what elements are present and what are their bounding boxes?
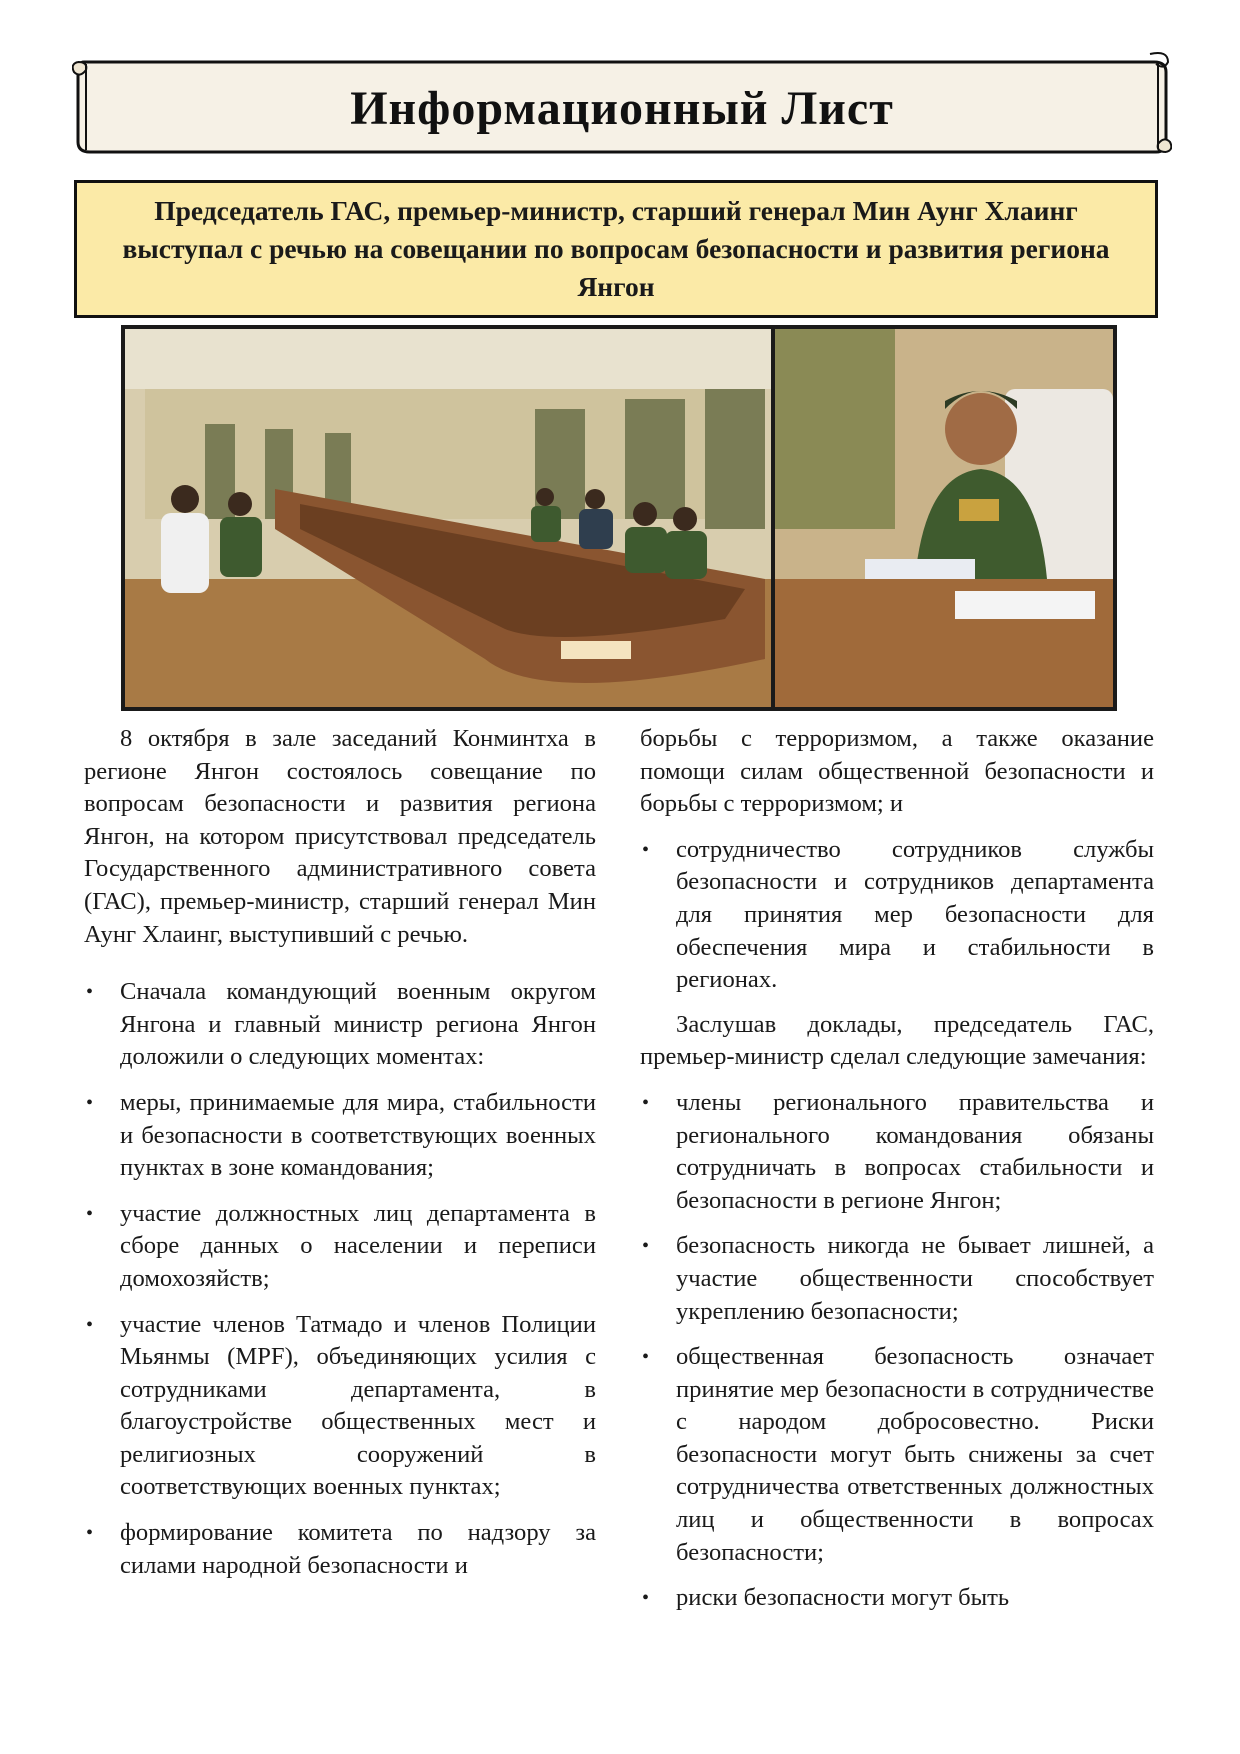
remarks-list <box>640 1087 1154 1615</box>
list-item: • общественная безопасность означает принятие мер безопасности в сотрудничестве с народом добросовестно. Риски безопасности могут быть снижены за счет сотрудничества ответственных должностных лиц и общественности в вопросах безопасности; <box>640 1341 1154 1569</box>
report-list-continued <box>640 834 1154 997</box>
report-list <box>84 976 596 1582</box>
list-item: • безопасность никогда не бывает лишней, а участие общественности способствует укреплению безопасности; <box>640 1230 1154 1328</box>
list-item: • формирование комитета по надзору за силами народной безопасности и <box>84 1517 596 1582</box>
photo-illustration <box>125 329 1113 707</box>
list-item: • меры, принимаемые для мира, стабильности и безопасности в соответствующих военных пунктах в зоне командования; <box>84 1087 596 1185</box>
list-item: • члены регионального правительства и регионального командования обязаны сотрудничать в вопросах стабильности и безопасности в регионе Янгон; <box>640 1087 1154 1217</box>
remarks-intro-paragraph: Заслушав доклады, председатель ГАС, премьер-министр сделал следующие замечания: <box>640 1010 1154 1071</box>
title-banner <box>72 52 1172 164</box>
list-item: • риски безопасности могут быть <box>640 1582 1154 1615</box>
list-item: • Сначала командующий военным округом Янгона и главный министр региона Янгон доложили о следующих моментах: <box>84 976 596 1074</box>
list-item: • участие должностных лиц департамента в сборе данных о населении и переписи домохозяйств; <box>84 1198 596 1296</box>
article-headline: Председатель ГАС, премьер-министр, старший генерал Мин Аунг Хлаинг выступал с речью на совещании по вопросам безопасности и развития региона Янгон <box>74 180 1158 318</box>
left-text-column <box>84 723 596 1582</box>
meeting-hall-photo <box>125 329 771 707</box>
speaker-photo <box>775 329 1113 707</box>
right-text-column <box>640 723 1154 1615</box>
intro-paragraph: 8 октября в зале заседаний Конминтха в регионе Янгон состоялось совещание по вопросам безопасности и развития региона Янгон, на котором присутствовал председатель Государственного административного совета (ГАС), премьер-министр, старший генерал Мин Аунг Хлаинг, выступивший с речью. <box>84 725 596 948</box>
continuation-paragraph: борьбы с терроризмом, а также оказание помощи силам общественной безопасности и борьбы с терроризмом; и <box>640 725 1154 818</box>
photo-strip <box>121 325 1117 711</box>
list-item: • сотрудничество сотрудников службы безопасности и сотрудников департамента для принятия мер безопасности для обеспечения мира и стабильности в регионах. <box>640 834 1154 997</box>
list-item: • участие членов Татмадо и членов Полиции Мьянмы (MPF), объединяющих усилия с сотрудниками департамента, в благоустройстве общественных мест и религиозных сооружений в соответствующих военных пунктах; <box>84 1309 596 1505</box>
page-title: Информационный Лист <box>350 81 894 135</box>
